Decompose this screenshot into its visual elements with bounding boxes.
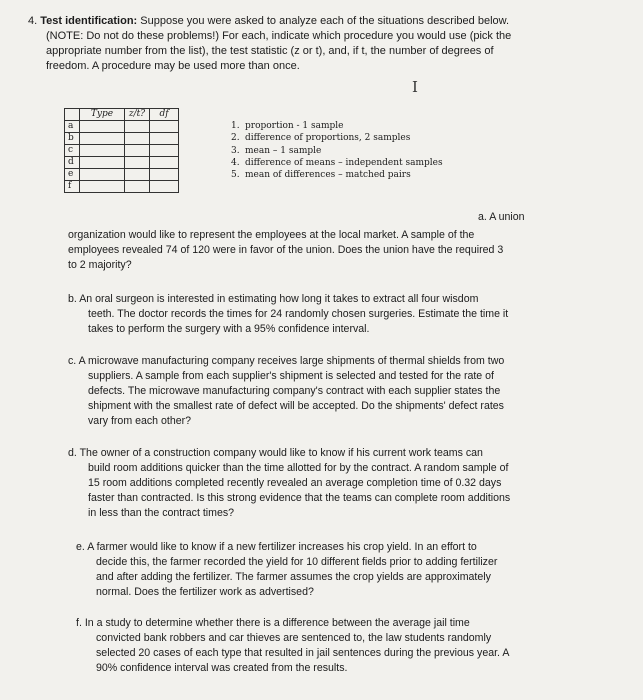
question-line: build room additions quicker than the time allotted for by the contract. A random sample of xyxy=(88,462,509,474)
intro-line: Suppose you were asked to analyze each of the situations described below. xyxy=(140,15,510,27)
question-a xyxy=(68,228,608,273)
grid-cell-df[interactable] xyxy=(150,157,179,169)
grid-header-df: df xyxy=(150,109,179,121)
grid-row xyxy=(65,121,179,133)
grid-cell-zt[interactable] xyxy=(125,169,150,181)
grid-header-zt: z/t? xyxy=(125,109,150,121)
question-a-label: a. A union xyxy=(478,211,525,223)
grid-cell-type[interactable] xyxy=(80,121,125,133)
question-line: shipment with the smallest rate of defect will be accepted. Do the shipments' defect rates xyxy=(88,400,504,412)
question-line: e. A farmer would like to know if a new fertilizer increases his crop yield. In an effort to xyxy=(76,541,477,553)
question-line: 15 room additions completed recently revealed an average completion time of 0.32 days xyxy=(88,477,502,489)
procedure-item: 1. proportion - 1 sample xyxy=(231,121,344,131)
intro-line: appropriate number from the list), the test statistic (z or t), and, if t, the number of degrees of xyxy=(46,45,494,57)
grid-cell-type[interactable] xyxy=(80,181,125,193)
question-line: suppliers. A sample from each supplier's shipment is selected and tested for the rate of xyxy=(88,370,494,382)
question-line: normal. Does the fertilizer work as advertised? xyxy=(96,586,314,598)
grid-row xyxy=(65,181,179,193)
problem-number: 4. xyxy=(28,15,38,27)
question-f xyxy=(76,616,616,676)
answer-grid xyxy=(64,108,179,193)
question-line: b. An oral surgeon is interested in estimating how long it takes to extract all four wisdom xyxy=(68,293,479,305)
grid-cell-df[interactable] xyxy=(150,169,179,181)
grid-cell-zt[interactable] xyxy=(125,121,150,133)
question-line: teeth. The doctor records the times for 24 randomly chosen surgeries. Estimate the time it xyxy=(88,308,509,320)
grid-cell-zt[interactable] xyxy=(125,157,150,169)
grid-header-row xyxy=(65,109,179,121)
grid-cell-zt[interactable] xyxy=(125,181,150,193)
procedure-list xyxy=(231,120,443,181)
grid-cell-type[interactable] xyxy=(80,157,125,169)
grid-cell-df[interactable] xyxy=(150,145,179,157)
question-b xyxy=(68,292,608,337)
problem-intro xyxy=(28,14,618,74)
procedure-item: 2. difference of proportions, 2 samples xyxy=(231,133,411,144)
question-line: organization would like to represent the employees at the local market. A sample of the xyxy=(68,229,475,241)
text-cursor-icon: I xyxy=(412,78,418,96)
question-line: in less than the contract times? xyxy=(88,507,235,519)
problem-heading: Test identification: xyxy=(40,15,138,27)
grid-row xyxy=(65,169,179,181)
grid-row-label: c xyxy=(65,145,80,157)
grid-row-label: e xyxy=(65,169,80,181)
grid-cell-type[interactable] xyxy=(80,133,125,145)
grid-cell-df[interactable] xyxy=(150,133,179,145)
intro-line: freedom. A procedure may be used more than once. xyxy=(46,60,300,72)
question-line: convicted bank robbers and car thieves are sentenced to, the law students randomly xyxy=(96,632,492,644)
grid-row-label: b xyxy=(65,133,80,145)
grid-cell-df[interactable] xyxy=(150,121,179,133)
question-line: employees revealed 74 of 120 were in favor of the union. Does the union have the required 3 xyxy=(68,244,504,256)
question-line: vary from each other? xyxy=(88,415,192,427)
question-line: selected 20 cases of each type that resulted in jail sentences during the previous year. A xyxy=(96,647,510,659)
question-line: takes to perform the surgery with a 95% confidence interval. xyxy=(88,323,370,335)
grid-cell-type[interactable] xyxy=(80,145,125,157)
grid-cell-type[interactable] xyxy=(80,169,125,181)
grid-row xyxy=(65,157,179,169)
grid-row-label: a xyxy=(65,121,80,133)
question-line: decide this, the farmer recorded the yield for 10 different fields prior to adding fertilizer xyxy=(96,556,498,568)
procedure-item: 4. difference of means – independent samples xyxy=(231,157,443,168)
question-c xyxy=(68,354,608,429)
question-line: faster than contracted. Is this strong evidence that the teams can complete room additions xyxy=(88,492,511,504)
grid-cell-zt[interactable] xyxy=(125,133,150,145)
question-line: f. In a study to determine whether there is a difference between the average jail time xyxy=(76,617,470,629)
question-line: to 2 majority? xyxy=(68,259,132,271)
question-line: d. The owner of a construction company would like to know if his current work teams can xyxy=(68,447,483,459)
grid-cell-zt[interactable] xyxy=(125,145,150,157)
grid-corner xyxy=(65,109,80,121)
grid-header-type: Type xyxy=(80,109,125,121)
procedure-item: 3. mean – 1 sample xyxy=(231,145,322,156)
question-line: 90% confidence interval was created from the results. xyxy=(96,662,348,674)
question-e xyxy=(76,540,616,600)
procedure-item: 5. mean of differences – matched pairs xyxy=(231,170,411,181)
question-d xyxy=(68,446,608,521)
grid-row-label: f xyxy=(65,181,80,193)
question-line: and after adding the fertilizer. The farmer assumes the crop yields are approximately xyxy=(96,571,491,583)
grid-row xyxy=(65,133,179,145)
grid-row-label: d xyxy=(65,157,80,169)
question-line: defects. The microwave manufacturing company's contract with each supplier states the xyxy=(88,385,501,397)
question-line: c. A microwave manufacturing company receives large shipments of thermal shields from two xyxy=(68,355,505,367)
grid-cell-df[interactable] xyxy=(150,181,179,193)
intro-line: (NOTE: Do not do these problems!) For each, indicate which procedure you would use (pick the xyxy=(46,30,512,42)
grid-row xyxy=(65,145,179,157)
